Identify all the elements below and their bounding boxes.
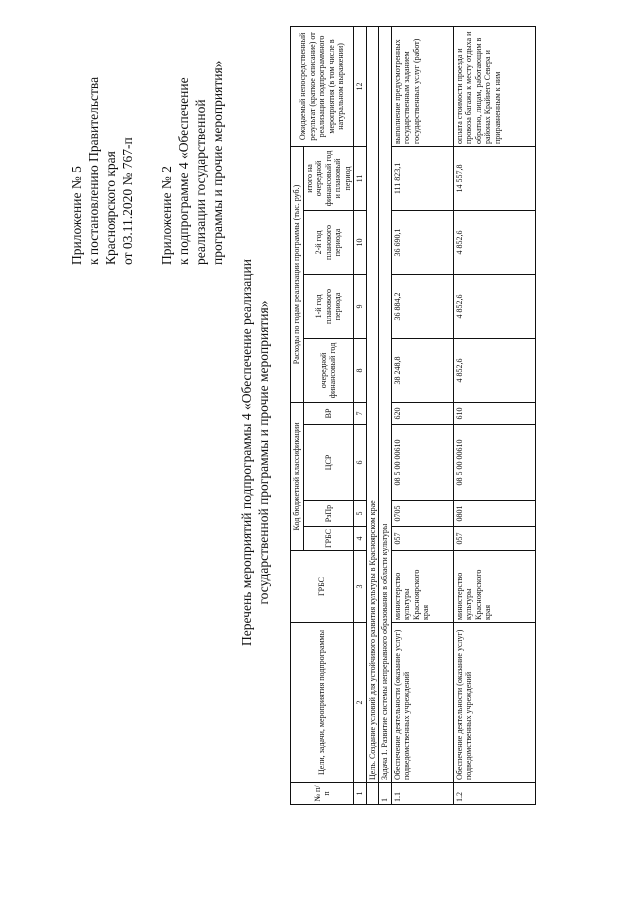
header-plan2: 2-й год планового периода [303,210,354,274]
title-line-2: государственной программы и прочие мероприятия» [256,300,271,605]
header-line: Приложение № 2 [159,166,174,265]
header-rzpr: РзПр [303,501,354,527]
header-grbs-short: ГРБС [303,527,354,551]
row-num: 1.2 [453,783,535,805]
title-line-1: Перечень мероприятий подпрограммы 4 «Обеспечение реализации [239,259,254,646]
header-line: программы и прочие мероприятия» [210,60,225,265]
row-result: выполнение предусмотренных государственным заданием государственных услуг (работ) [391,26,453,146]
row-grbs: министерство культуры Красноярского края [453,551,535,623]
row-total: 111 823,1 [391,146,453,210]
header-budget-code: Код бюджетной классификации [291,402,304,550]
header-result: Ожидаемый непосредственный результат (краткое описание) от реализации подпрограммного мероприятия (в том числе в натуральном выражении) [291,26,354,146]
header-line: от 03.11.2020 № 767-п [120,137,135,265]
header-line: к подпрограмме 4 «Обеспечение [176,77,191,265]
column-number: 4 [354,527,367,551]
row-y1: 4 852,6 [453,338,535,402]
row-name: Обеспечение деятельности (оказание услуг) подведомственных учреждений [391,623,453,783]
row-rzpr: 0705 [391,501,453,527]
column-number: 10 [354,210,367,274]
row-y2: 4 852,6 [453,274,535,338]
table-row [391,26,453,804]
header-csr: ЦСР [303,425,354,501]
header-row-1 [291,26,304,804]
row-grbs-code: 057 [391,527,453,551]
row-total: 14 557,8 [453,146,535,210]
row-vr: 620 [391,402,453,424]
header-total: итого на очередной финансовый год и плановый период [303,146,354,210]
row-vr: 610 [453,402,535,424]
header-line: Приложение № 5 [69,166,84,265]
column-number: 3 [354,551,367,623]
row-name: Обеспечение деятельности (оказание услуг) подведомственных учреждений [453,623,535,783]
column-number: 12 [354,26,367,146]
header-vr: ВР [303,402,354,424]
activities-table [290,26,536,805]
row-y3: 4 852,6 [453,210,535,274]
document-title [238,0,272,905]
column-number: 11 [354,146,367,210]
row-y2: 36 884,2 [391,274,453,338]
row-grbs-code: 057 [453,527,535,551]
row-csr: 08 5 00 00610 [391,425,453,501]
header-line: Красноярского края [103,151,118,265]
goal-num [366,783,379,805]
row-y1: 38 248,8 [391,338,453,402]
row-csr: 08 5 00 00610 [453,425,535,501]
column-number: 2 [354,623,367,783]
header-goal: Цели, задачи, мероприятия подпрограммы [291,623,354,783]
header-line: к постановлению Правительства [86,76,101,265]
task-text: Задача 1. Развитие системы непрерывного образования в области культуры [379,26,392,782]
column-number: 1 [354,783,367,805]
column-number: 6 [354,425,367,501]
task-num: 1 [379,783,392,805]
header-line: реализации государственной [193,99,208,265]
column-number-row [354,26,367,804]
row-result: оплата стоимости проезда и провоза багажа к месту отдыха и обратно, лицам, работающим в районах Крайнего Севера и приравненным к ним [453,26,535,146]
header-plan1: 1-й год планового периода [303,274,354,338]
row-y3: 36 690,1 [391,210,453,274]
table-row [453,26,535,804]
column-number: 8 [354,338,367,402]
row-rzpr: 0801 [453,501,535,527]
column-number: 9 [354,274,367,338]
column-number: 7 [354,402,367,424]
header-fin-year: очередной финансовый год [303,338,354,402]
goal-text: Цель. Создание условий для устойчивого развития культуры в Красноярском крае [366,26,379,782]
document-header [68,25,226,265]
column-number: 5 [354,501,367,527]
header-expenses: Расходы по годам реализации программы (тыс. руб.) [291,146,304,402]
header-grbs: ГРБС [291,551,354,623]
row-grbs: министерство культуры Красноярского края [391,551,453,623]
row-num: 1.1 [391,783,453,805]
goal-row [366,26,379,804]
task-row [379,26,392,804]
header-num: № п/п [291,783,354,805]
